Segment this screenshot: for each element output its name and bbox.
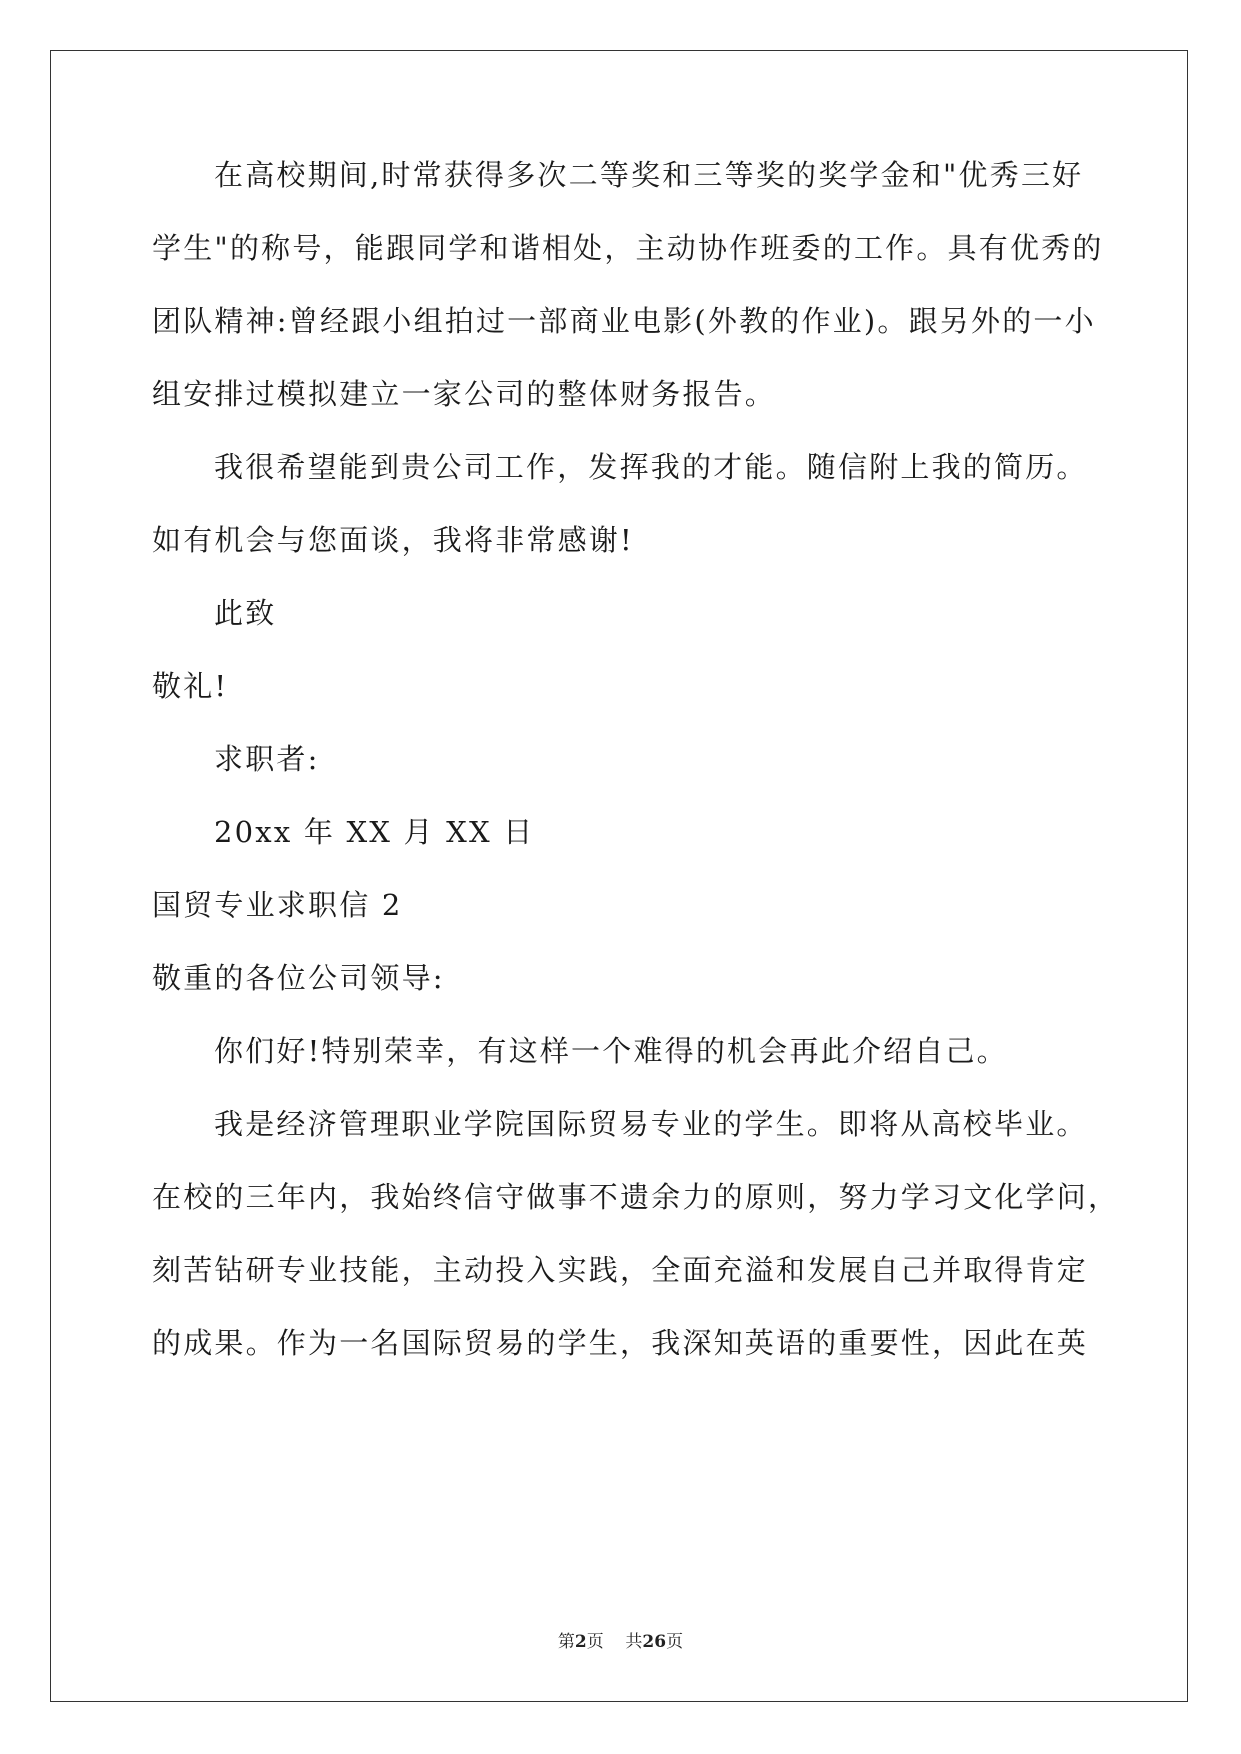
footer-total-unit: 页 — [666, 1632, 684, 1652]
paragraph-line: 组安排过模拟建立一家公司的整体财务报告。 — [152, 377, 777, 411]
closing-salutation: 此致 — [214, 596, 277, 630]
footer-page-unit: 页 — [586, 1632, 604, 1652]
page-border — [50, 50, 1188, 1702]
paragraph-line: 我很希望能到贵公司工作，发挥我的才能。随信附上我的简历。 — [214, 450, 1088, 484]
footer-page-number: 2 — [574, 1632, 587, 1652]
paragraph-line: 如有机会与您面谈，我将非常感谢! — [152, 523, 634, 557]
paragraph-line: 刻苦钻研专业技能，主动投入实践，全面充溢和发展自己并取得肯定 — [152, 1253, 1089, 1287]
footer-total-prefix: 共 — [625, 1632, 643, 1652]
paragraph-line: 我是经济管理职业学院国际贸易专业的学生。即将从高校毕业。 — [214, 1107, 1088, 1141]
paragraph-line: 团队精神:曾经跟小组拍过一部商业电影(外教的作业)。跟另外的一小 — [152, 304, 1096, 338]
footer-total-pages: 26 — [642, 1632, 667, 1652]
section-title: 国贸专业求职信 2 — [152, 888, 403, 922]
greeting: 敬重的各位公司领导: — [152, 961, 445, 995]
paragraph-line: 学生"的称号，能跟同学和谐相处，主动协作班委的工作。具有优秀的 — [152, 231, 1104, 265]
footer-prefix: 第 — [557, 1632, 575, 1652]
closing-regards: 敬礼! — [152, 669, 229, 703]
paragraph-line: 的成果。作为一名国际贸易的学生，我深知英语的重要性，因此在英 — [152, 1326, 1089, 1360]
page-footer — [0, 1630, 1241, 1654]
paragraph-line: 你们好!特别荣幸，有这样一个难得的机会再此介绍自己。 — [214, 1034, 1008, 1068]
date-line: 20xx 年 XX 月 XX 日 — [214, 815, 535, 849]
signature-label: 求职者: — [214, 742, 320, 776]
paragraph-line: 在高校期间,时常获得多次二等奖和三等奖的奖学金和"优秀三好 — [214, 158, 1084, 192]
paragraph-line: 在校的三年内，我始终信守做事不遗余力的原则，努力学习文化学问， — [152, 1180, 1120, 1214]
